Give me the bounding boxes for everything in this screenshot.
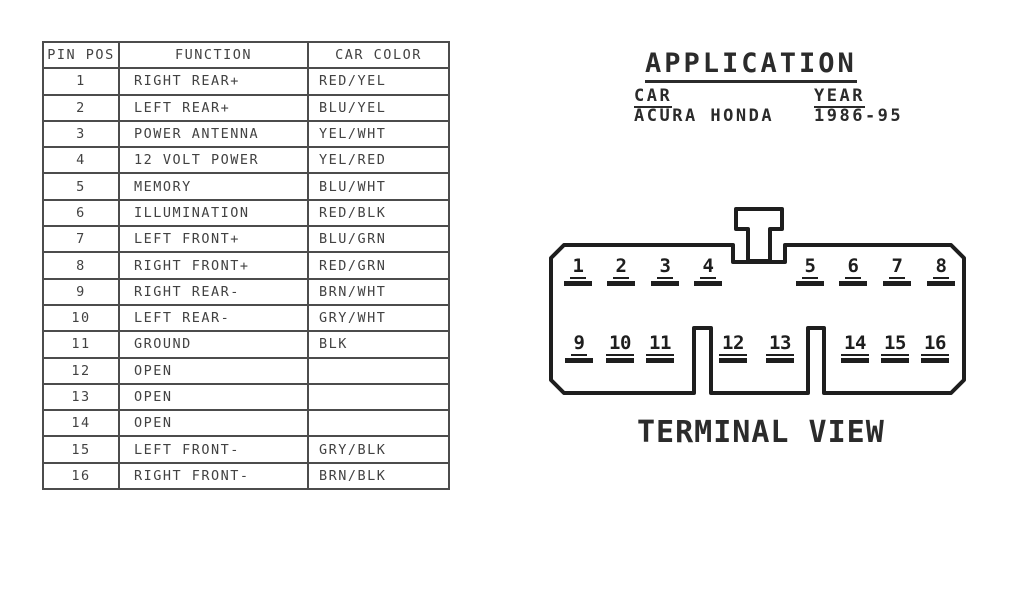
function-cell: OPEN bbox=[119, 358, 308, 384]
year-value: 1986-95 bbox=[814, 106, 904, 126]
col-header-function: FUNCTION bbox=[119, 42, 308, 68]
terminal-pin-slot bbox=[796, 281, 824, 286]
terminal-pin-number: 6 bbox=[845, 257, 862, 279]
pin-cell: 8 bbox=[43, 252, 119, 278]
color-cell: RED/YEL bbox=[308, 68, 449, 94]
terminal-pin-9 bbox=[565, 334, 593, 363]
terminal-pin-10 bbox=[606, 334, 634, 363]
terminal-pin-slot bbox=[883, 281, 911, 286]
terminal-pin-6 bbox=[839, 257, 867, 286]
function-cell: RIGHT FRONT- bbox=[119, 463, 308, 489]
terminal-pin-slot bbox=[694, 281, 722, 286]
connector-key-tab bbox=[736, 209, 782, 261]
car-value: ACURA HONDA bbox=[634, 106, 775, 126]
color-cell: YEL/RED bbox=[308, 147, 449, 173]
terminal-pin-slot bbox=[606, 358, 634, 363]
terminal-pin-number: 10 bbox=[606, 334, 634, 356]
terminal-pin-slot bbox=[651, 281, 679, 286]
pin-cell: 14 bbox=[43, 410, 119, 436]
color-cell: RED/GRN bbox=[308, 252, 449, 278]
terminal-pin-slot bbox=[565, 358, 593, 363]
pin-cell: 11 bbox=[43, 331, 119, 357]
pin-cell: 7 bbox=[43, 226, 119, 252]
terminal-pin-number: 7 bbox=[889, 257, 906, 279]
terminal-pin-5 bbox=[796, 257, 824, 286]
function-cell: RIGHT REAR+ bbox=[119, 68, 308, 94]
terminal-pin-slot bbox=[766, 358, 794, 363]
terminal-pin-4 bbox=[694, 257, 722, 286]
terminal-pin-number: 12 bbox=[719, 334, 747, 356]
pin-cell: 10 bbox=[43, 305, 119, 331]
terminal-pin-number: 16 bbox=[921, 334, 949, 356]
pin-cell: 9 bbox=[43, 279, 119, 305]
color-cell: RED/BLK bbox=[308, 200, 449, 226]
terminal-pin-number: 15 bbox=[881, 334, 909, 356]
pin-cell: 16 bbox=[43, 463, 119, 489]
terminal-pin-slot bbox=[719, 358, 747, 363]
terminal-pin-15 bbox=[881, 334, 909, 363]
function-cell: 12 VOLT POWER bbox=[119, 147, 308, 173]
terminal-pin-13 bbox=[766, 334, 794, 363]
function-cell: LEFT FRONT- bbox=[119, 436, 308, 462]
terminal-pin-number: 8 bbox=[933, 257, 950, 279]
function-cell: RIGHT FRONT+ bbox=[119, 252, 308, 278]
terminal-pin-number: 2 bbox=[613, 257, 630, 279]
terminal-pin-16 bbox=[921, 334, 949, 363]
color-cell: BLK bbox=[308, 331, 449, 357]
pin-cell: 13 bbox=[43, 384, 119, 410]
terminal-pin-8 bbox=[927, 257, 955, 286]
pin-cell: 12 bbox=[43, 358, 119, 384]
color-cell: BLU/GRN bbox=[308, 226, 449, 252]
terminal-pin-7 bbox=[883, 257, 911, 286]
terminal-pin-slot bbox=[927, 281, 955, 286]
color-cell: BLU/YEL bbox=[308, 95, 449, 121]
terminal-view-caption: TERMINAL VIEW bbox=[637, 415, 885, 450]
terminal-pin-number: 14 bbox=[841, 334, 869, 356]
color-cell: YEL/WHT bbox=[308, 121, 449, 147]
pin-cell: 3 bbox=[43, 121, 119, 147]
terminal-pin-number: 5 bbox=[802, 257, 819, 279]
pin-cell: 5 bbox=[43, 173, 119, 199]
function-cell: GROUND bbox=[119, 331, 308, 357]
terminal-pin-slot bbox=[921, 358, 949, 363]
terminal-pin-number: 13 bbox=[766, 334, 794, 356]
color-cell: BRN/WHT bbox=[308, 279, 449, 305]
terminal-pin-14 bbox=[841, 334, 869, 363]
terminal-pin-3 bbox=[651, 257, 679, 286]
function-cell: ILLUMINATION bbox=[119, 200, 308, 226]
function-cell: LEFT REAR- bbox=[119, 305, 308, 331]
pin-cell: 6 bbox=[43, 200, 119, 226]
function-cell: LEFT FRONT+ bbox=[119, 226, 308, 252]
function-cell: LEFT REAR+ bbox=[119, 95, 308, 121]
terminal-pin-number: 1 bbox=[570, 257, 587, 279]
function-cell: OPEN bbox=[119, 410, 308, 436]
terminal-pin-2 bbox=[607, 257, 635, 286]
color-cell: GRY/BLK bbox=[308, 436, 449, 462]
terminal-pin-number: 3 bbox=[657, 257, 674, 279]
function-cell: RIGHT REAR- bbox=[119, 279, 308, 305]
function-cell: OPEN bbox=[119, 384, 308, 410]
terminal-pin-1 bbox=[564, 257, 592, 286]
terminal-pin-11 bbox=[646, 334, 674, 363]
terminal-pin-slot bbox=[839, 281, 867, 286]
terminal-pin-number: 9 bbox=[571, 334, 588, 356]
color-cell: GRY/WHT bbox=[308, 305, 449, 331]
pin-cell: 4 bbox=[43, 147, 119, 173]
terminal-pin-12 bbox=[719, 334, 747, 363]
pin-cell: 15 bbox=[43, 436, 119, 462]
car-label: CAR bbox=[634, 86, 673, 106]
terminal-pin-slot bbox=[646, 358, 674, 363]
terminal-pin-slot bbox=[607, 281, 635, 286]
color-cell: BLU/WHT bbox=[308, 173, 449, 199]
color-cell: BRN/BLK bbox=[308, 463, 449, 489]
terminal-pin-slot bbox=[841, 358, 869, 363]
function-cell: POWER ANTENNA bbox=[119, 121, 308, 147]
pin-cell: 2 bbox=[43, 95, 119, 121]
col-header-car-color: CAR COLOR bbox=[308, 42, 449, 68]
application-title: APPLICATION bbox=[645, 49, 857, 83]
terminal-pin-number: 11 bbox=[646, 334, 674, 356]
col-header-pin-pos: PIN POS bbox=[43, 42, 119, 68]
terminal-pin-number: 4 bbox=[700, 257, 717, 279]
function-cell: MEMORY bbox=[119, 173, 308, 199]
terminal-pin-slot bbox=[564, 281, 592, 286]
pin-cell: 1 bbox=[43, 68, 119, 94]
terminal-pin-slot bbox=[881, 358, 909, 363]
year-label: YEAR bbox=[814, 86, 865, 106]
